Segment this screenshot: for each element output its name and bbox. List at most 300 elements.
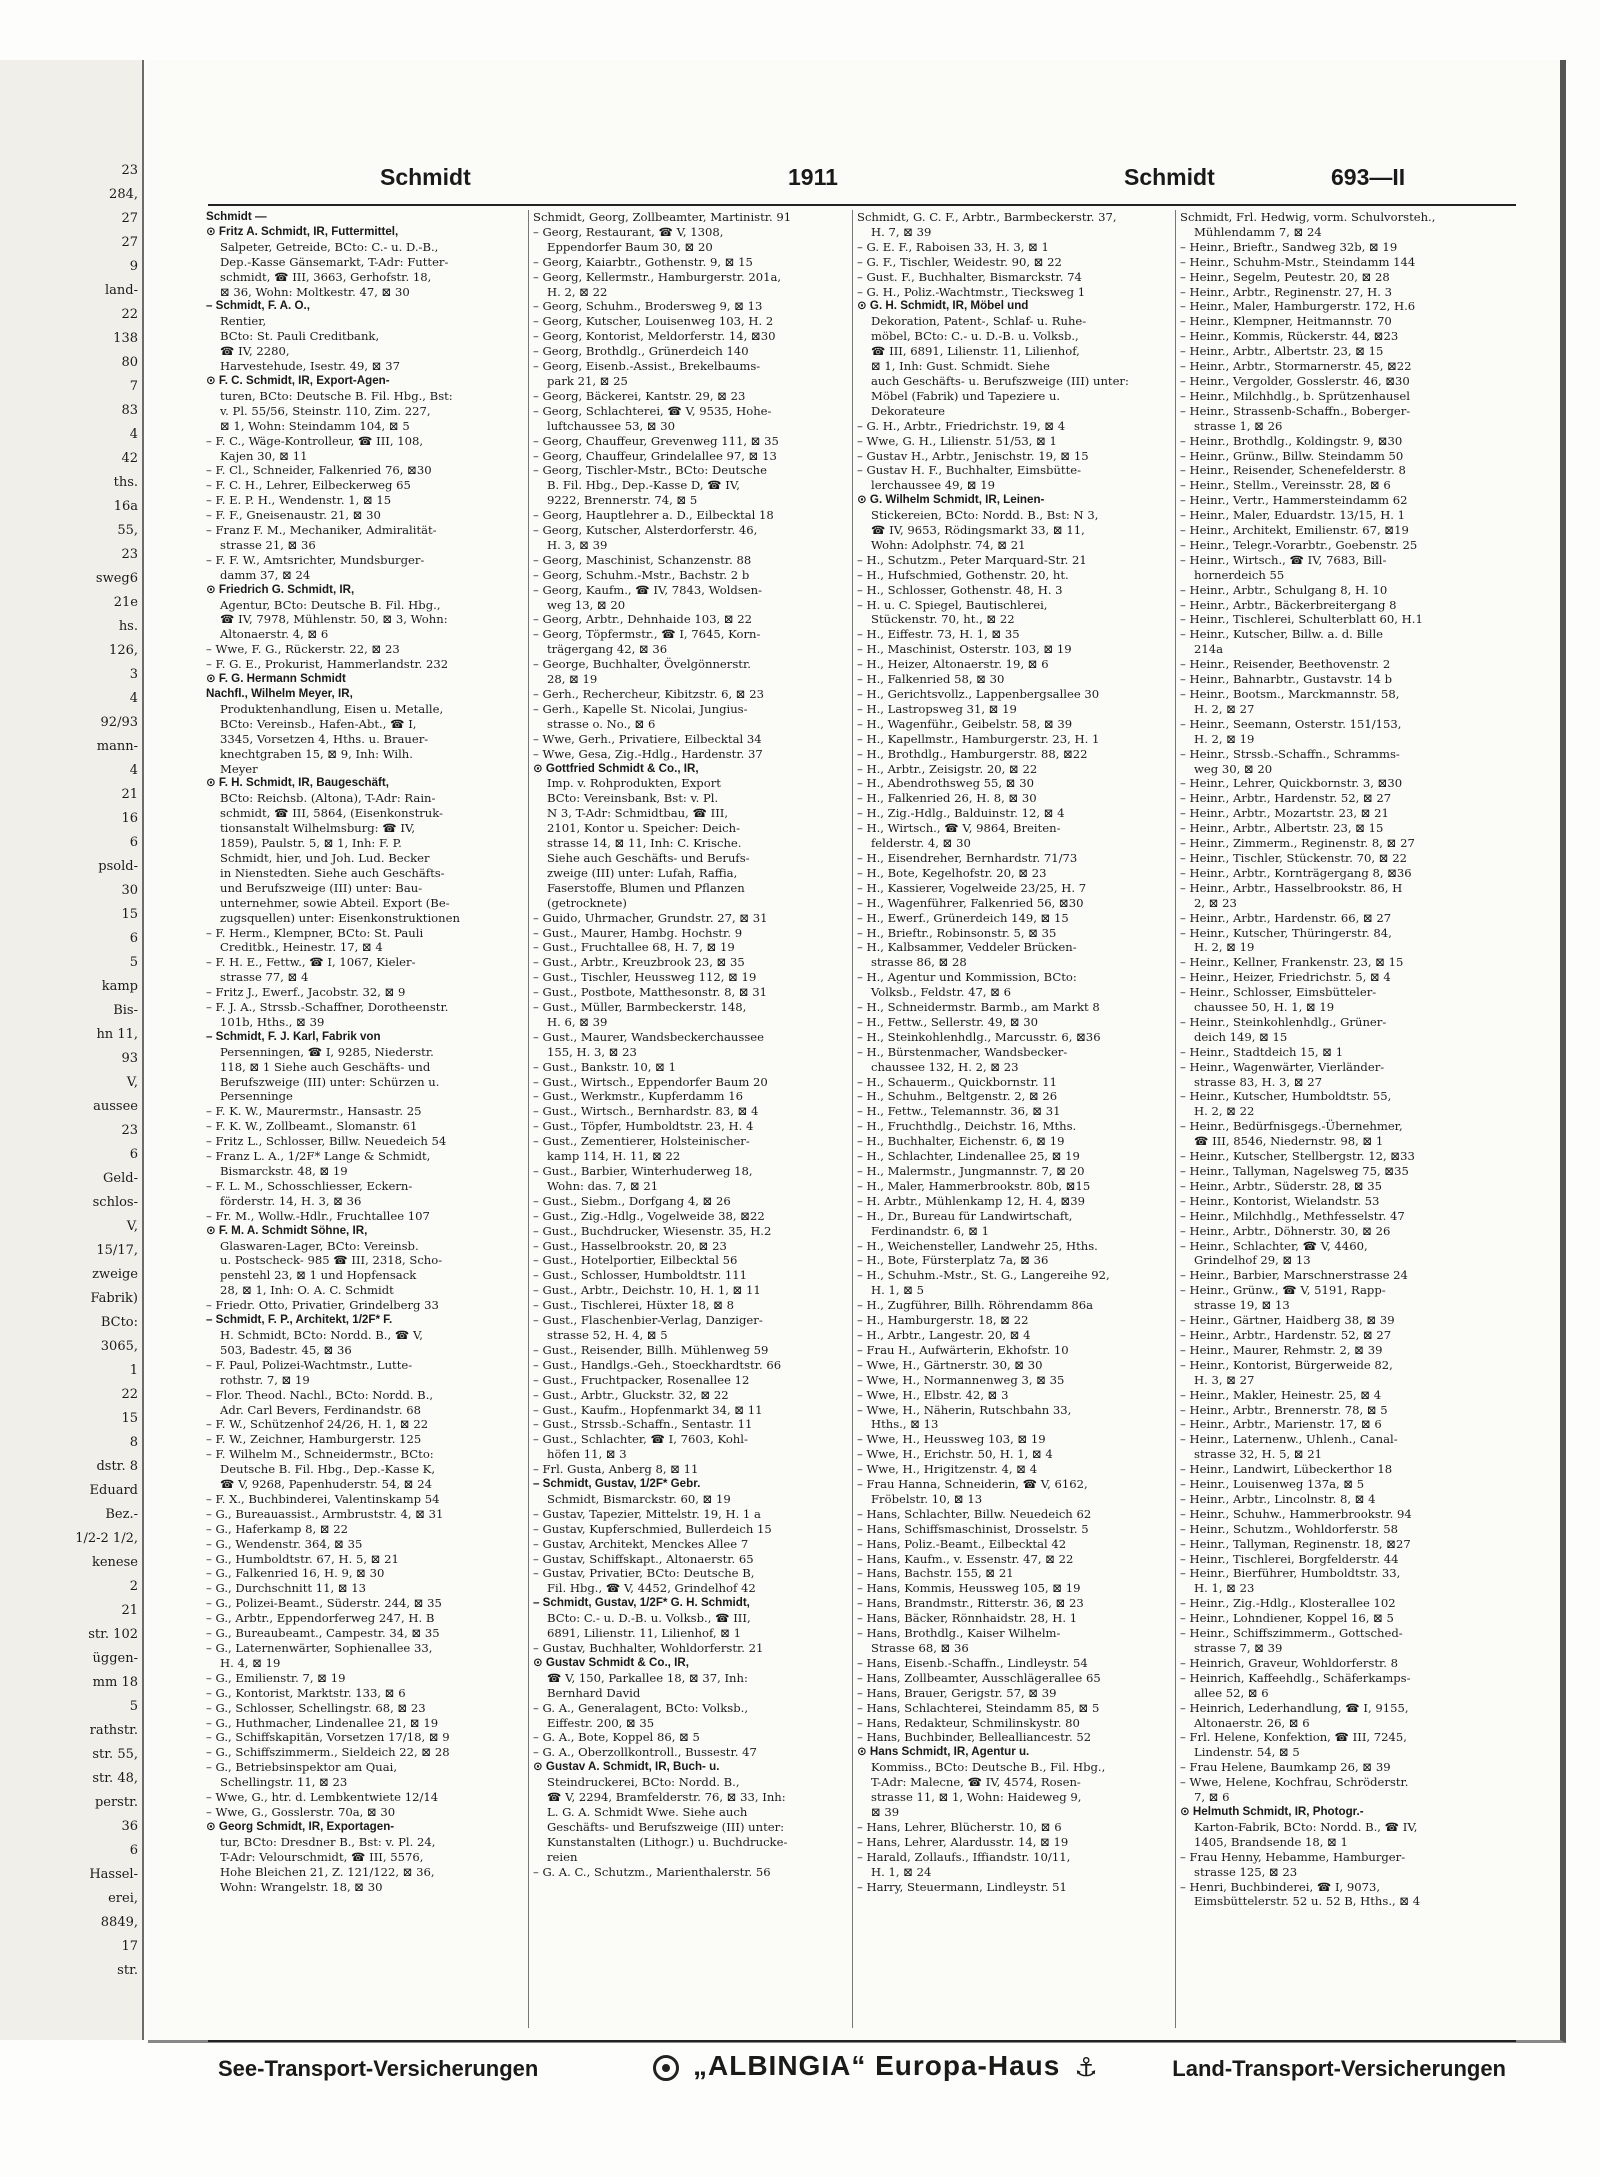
directory-line: – Heinr., Arbtr., Mozartstr. 23, ⊠ 21 [1180,806,1389,821]
directory-line: – Hans, Poliz.-Beamt., Eilbecktal 42 [857,1536,1067,1551]
directory-line: felderstr. 4, ⊠ 30 [871,836,971,851]
directory-line: Imp. v. Rohprodukten, Export [547,776,721,791]
edge-fragment: 7 [129,379,138,394]
directory-line: – Wwe, Gesa, Zig.-Hdlg., Hardenstr. 37 [533,746,763,761]
directory-line: – H., Arbtr., Zeisigstr. 20, ⊠ 22 [857,761,1038,776]
directory-line: – Gust., Zementierer, Holsteinischer- [533,1134,750,1149]
directory-line: zweige (III) unter: Lufah, Raffia, [547,865,738,880]
directory-line: – Gust., Maurer, Wandsbeckerchaussee [533,1029,764,1044]
directory-line: ⊠ 39 [871,1804,900,1819]
directory-line: ⊙ F. M. A. Schmidt Söhne, IR, [206,1223,368,1237]
directory-line: Hohe Bleichen 21, Z. 121/122, ⊠ 36, [220,1864,435,1879]
directory-line: – Gustav, Kupferschmied, Bullerdeich 15 [533,1521,772,1536]
directory-line: – Wwe, H., Hrigitzenstr. 4, ⊠ 4 [857,1462,1038,1477]
directory-line: 1405, Brandsende 18, ⊠ 1 [1194,1834,1348,1849]
directory-line: – Gust., Töpfer, Humboldtstr. 23, H. 4 [533,1119,754,1134]
directory-line: – H., Dr., Bureau für Landwirtschaft, [857,1208,1073,1223]
directory-line: Kunstanstalten (Lithogr.) u. Buchdrucke- [547,1834,788,1849]
directory-line: – Heinr., Tischlerei, Borgfelderstr. 44 [1180,1551,1399,1566]
directory-line: rothstr. 7, ⊠ 19 [220,1372,310,1387]
directory-line: strasse 7, ⊠ 39 [1194,1641,1283,1655]
directory-line: – Gust., Schlachter, ☎ I, 7603, Kohl- [533,1432,748,1447]
directory-line: tionsanstalt Wilhelmsburg: ☎ IV, [220,821,416,836]
directory-line: Möbel (Fabrik) und Tapeziere u. [871,388,1061,403]
directory-line: – Fritz J., Ewerf., Jacobstr. 32, ⊠ 9 [206,985,406,1000]
directory-line: Creditbk., Heinestr. 17, ⊠ 4 [220,940,383,955]
directory-line: – H., Brieftr., Robinsonstr. 5, ⊠ 35 [857,925,1057,940]
edge-fragment: str. 48, [92,1771,138,1786]
directory-line: Wohn: Wrangelstr. 18, ⊠ 30 [220,1879,383,1894]
directory-line: – Heinr., Reisender, Beethovenstr. 2 [1180,657,1391,672]
directory-line: – Gustav, Tapezier, Mittelstr. 19, H. 1 a [533,1506,761,1521]
directory-line: ⊙ G. Wilhelm Schmidt, IR, Leinen- [857,493,1045,507]
footer-right-text: Land-Transport-Versicherungen [1172,2056,1506,2081]
directory-line: H. 4, ⊠ 19 [220,1655,281,1670]
columns [206,210,1518,2028]
directory-line: – Gustav, Buchhalter, Wohldorferstr. 21 [533,1641,764,1655]
directory-line: hornerdeich 55 [1194,567,1285,582]
directory-line: – F. W., Schützenhof 24/26, H. 1, ⊠ 22 [206,1417,429,1432]
directory-line: – F. H. E., Fettw., ☎ I, 1067, Kieler- [206,955,416,970]
directory-line: – H., Bote, Fürsterplatz 7a, ⊠ 36 [857,1253,1049,1268]
directory-line: Wohn: das. 7, ⊠ 21 [547,1178,659,1193]
edge-fragment: 126, [109,643,138,658]
directory-line: – Heinr., Telegr.-Vorarbtr., Goebenstr. 25 [1180,537,1418,552]
directory-line: – Heinr., Schuhw., Hammerbrookstr. 94 [1180,1506,1412,1521]
edge-fragment: Geld- [103,1171,138,1186]
directory-line: – F. K. W., Maurermstr., Hansastr. 25 [206,1104,422,1119]
directory-line: – F. Paul, Polizei-Wachtmstr., Lutte- [206,1357,413,1372]
directory-line: Schmidt, Frl. Hedwig, vorm. Schulvorsteh., [1180,210,1436,224]
edge-fragment: psold- [98,859,138,874]
edge-fragment: 55, [117,523,138,538]
directory-line: – Heinr., Bedürfnisgegs.-Übernehmer, [1180,1119,1403,1134]
directory-line: ⊙ Gustav A. Schmidt, IR, Buch- u. [533,1760,720,1774]
directory-line: – Heinr., Laternenw., Uhlenh., Canal- [1180,1432,1398,1447]
edge-fragment: 42 [121,451,138,466]
adjacent-page-edge [0,60,144,2040]
directory-line: – H., Wagenführ., Geibelstr. 58, ⊠ 39 [857,716,1073,731]
directory-line: ☎ IV, 2280, [220,344,290,359]
directory-line: – F. X., Buchbinderei, Valentinskamp 54 [206,1491,440,1506]
edge-fragment: 27 [121,235,138,250]
directory-line: Dekorateure [871,403,946,418]
edge-fragment: 5 [129,955,138,970]
directory-line: – Heinr., Wagenwärter, Vierländer- [1180,1059,1385,1074]
edge-fragment: schlos- [92,1195,138,1210]
edge-fragment: dstr. 8 [96,1459,138,1474]
directory-line: H. 7, ⊠ 39 [871,224,932,239]
directory-line: strasse o. No., ⊠ 6 [547,716,656,731]
directory-line: – Heinr., Tallyman, Nagelsweg 75, ⊠35 [1180,1164,1409,1178]
directory-line: Stickereien, BCto: Nordd. B., Bst: N 3, [871,508,1099,523]
directory-line: – Schmidt, F. P., Architekt, 1/2F* F. [206,1313,393,1327]
directory-line: knechtgraben 15, ⊠ 9, Inh: Wilh. [220,746,413,761]
edge-fragment: 21e [113,595,138,610]
directory-line: Eppendorfer Baum 30, ⊠ 20 [547,239,713,254]
directory-line: – Georg, Arbtr., Dehnhaide 103, ⊠ 22 [533,612,753,627]
directory-line: – Heinr., Kutscher, Humboldtstr. 55, [1180,1089,1392,1104]
directory-line: strasse 14, ⊠ 11, Inh: C. Krische. [547,836,742,851]
directory-line: – Henri, Buchbinderei, ☎ I, 9073, [1180,1879,1381,1894]
edge-fragment: 9 [129,259,138,274]
directory-line: Kajen 30, ⊠ 11 [220,448,308,463]
directory-line: – H., Abendrothsweg 55, ⊠ 30 [857,776,1034,791]
directory-line: – Heinr., Schlosser, Eimsbütteler- [1180,985,1377,1000]
directory-line: H. 2, ⊠ 22 [547,284,608,299]
directory-line: ☎ V, 150, Parkallee 18, ⊠ 37, Inh: [547,1670,748,1685]
anchor-icon: ⚓ [1074,2052,1099,2083]
directory-line: – H., Ewerf., Grünerdeich 149, ⊠ 15 [857,910,1069,925]
directory-line: – H., Zig.-Hdlg., Balduinstr. 12, ⊠ 4 [857,806,1065,821]
directory-line: – Gust., Barbier, Winterhuderweg 18, [533,1164,753,1178]
directory-line: – Heinr., Arbtr., Hardenstr. 52, ⊠ 27 [1180,1327,1392,1342]
directory-line: – H., Kalbsammer, Veddeler Brücken- [857,940,1077,955]
directory-line: – Frau Helene, Baumkamp 26, ⊠ 39 [1180,1760,1391,1775]
directory-line: penstehl 23, ⊠ 1 und Hopfensack [220,1268,417,1283]
directory-line: strasse 32, H. 5, ⊠ 21 [1194,1447,1323,1462]
directory-line: – G., Falkenried 16, H. 9, ⊠ 30 [206,1566,385,1581]
directory-line: v. Pl. 55/56, Steinstr. 110, Zim. 227, [220,403,431,418]
directory-line: L. G. A. Schmidt Wwe. Siehe auch [547,1804,748,1819]
directory-line: – Wwe, H., Normannenweg 3, ⊠ 35 [857,1372,1065,1387]
directory-line: strasse 77, ⊠ 4 [220,970,309,985]
directory-line: Altonaerstr. 26, ⊠ 6 [1194,1715,1310,1730]
directory-line: Steindruckerei, BCto: Nordd. B., [547,1775,740,1790]
directory-line: – Wwe, G., htr. d. Lembkentwiete 12/14 [206,1790,439,1805]
directory-line: Eimsbüttelerstr. 52 u. 52 B, Hths., ⊠ 4 [1194,1894,1421,1909]
directory-line: – G. E. F., Raboisen 33, H. 3, ⊠ 1 [857,239,1049,254]
directory-line: (getrocknete) [547,895,627,910]
directory-line: – Heinr., Tischlerei, Schulterblatt 60, H.1 [1180,612,1423,627]
directory-line: – H., Lastropsweg 31, ⊠ 19 [857,701,1017,716]
directory-line: – Georg, Restaurant, ☎ V, 1308, [533,224,724,239]
directory-line: strasse 125, ⊠ 23 [1194,1864,1298,1879]
directory-line: Adr. Carl Bevers, Ferdinandstr. 68 [220,1402,422,1417]
edge-fragment: 4 [129,763,138,778]
directory-line: – Georg, Kutscher, Alsterdorferstr. 46, [533,523,758,538]
directory-line: – H., Falkenried 58, ⊠ 30 [857,672,1005,687]
directory-line: – Georg, Chauffeur, Grevenweg 111, ⊠ 35 [533,433,779,448]
directory-line: – Gust., Tischlerei, Hüxter 18, ⊠ 8 [533,1298,735,1313]
directory-line: – Heinr., Wirtsch., ☎ IV, 7683, Bill- [1180,552,1387,567]
directory-line: – H., Schuhm., Beltgenstr. 2, ⊠ 26 [857,1089,1058,1104]
directory-line: H. 2, ⊠ 22 [1194,1104,1255,1119]
directory-line: H. 2, ⊠ 19 [1194,940,1255,955]
directory-line: – Heinr., Zig.-Hdlg., Klosterallee 102 [1180,1596,1396,1611]
directory-line: Fil. Hbg., ☎ V, 4452, Grindelhof 42 [547,1581,756,1596]
directory-line: – Heinr., Milchhdlg., Methfesselstr. 47 [1180,1208,1405,1223]
directory-line: – Heinr., Kommis, Rückerstr. 44, ⊠23 [1180,329,1399,344]
directory-line: H. 6, ⊠ 39 [547,1014,608,1029]
directory-line: 2101, Kontor u. Speicher: Deich- [547,821,741,836]
directory-line: – Heinr., Schlachter, ☎ V, 4460, [1180,1238,1368,1253]
directory-line: Deutsche B. Fil. Hbg., Dep.-Kasse K, [220,1462,436,1477]
directory-line: – Hans, Lehrer, Blücherstr. 10, ⊠ 6 [857,1819,1062,1834]
directory-line: – F. C., Wäge-Kontrolleur, ☎ III, 108, [206,433,424,448]
directory-line: – Heinr., Kontorist, Bürgerweide 82, [1180,1357,1393,1372]
directory-line: – F. Cl., Schneider, Falkenried 76, ⊠30 [206,463,432,478]
column-2 [528,210,851,2028]
directory-line: – Heinr., Landwirt, Lübeckerthor 18 [1180,1462,1393,1477]
directory-line: ⊠ 1, Inh: Gust. Schmidt. Siehe [871,359,1050,374]
directory-line: – G., Betriebsinspektor am Quai, [206,1760,398,1775]
directory-line: Harvestehude, Isestr. 49, ⊠ 37 [220,359,400,374]
directory-line: – Guido, Uhrmacher, Grundstr. 27, ⊠ 31 [533,910,768,925]
directory-line: – Hans, Kommis, Heussweg 105, ⊠ 19 [857,1581,1081,1596]
edge-fragment: rathstr. [89,1723,138,1738]
directory-line: – G. A. C., Schutzm., Marienthalerstr. 56 [533,1864,771,1879]
directory-line: – Gust., Zig.-Hdlg., Vogelweide 38, ⊠22 [533,1208,765,1223]
directory-line: ☎ III, 6891, Lilienstr. 11, Lilienhof, [871,344,1080,359]
edge-fragment: 92/93 [100,715,138,730]
directory-line: in Nienstedten. Siehe auch Geschäfts- [220,865,445,880]
directory-line: – Heinr., Makler, Heinestr. 25, ⊠ 4 [1180,1387,1382,1402]
directory-line: ☎ V, 9268, Papenhuderstr. 54, ⊠ 24 [220,1477,432,1492]
directory-line: weg 13, ⊠ 20 [547,597,626,612]
directory-line: – Gerh., Rechercheur, Kibitzstr. 6, ⊠ 23 [533,687,764,701]
directory-line: – H., Hufschmied, Gothenstr. 20, ht. [857,567,1069,582]
directory-line: – Heinr., Arbtr., Stormarnerstr. 45, ⊠22 [1180,359,1412,374]
directory-line: – G. F., Tischler, Weidestr. 90, ⊠ 22 [857,254,1062,269]
directory-line: – Frau Henny, Hebamme, Hamburger- [1180,1849,1406,1864]
edge-fragment: 6 [129,1147,138,1162]
directory-line: – G. A., Oberzollkontroll., Bussestr. 47 [533,1745,757,1760]
directory-line: – Heinr., Lohndiener, Koppel 16, ⊠ 5 [1180,1611,1394,1626]
directory-line: Dep.-Kasse Gänsemarkt, T-Adr: Futter- [220,254,449,269]
directory-line: trägergang 42, ⊠ 36 [547,642,668,657]
directory-line: – F. G. E., Prokurist, Hammerlandstr. 232 [206,657,449,672]
directory-line: – Wwe, H., Heussweg 103, ⊠ 19 [857,1432,1046,1447]
directory-line: Agentur, BCto: Deutsche B. Fil. Hbg., [220,597,441,612]
directory-line: – Wwe, H., Gärtnerstr. 30, ⊠ 30 [857,1357,1043,1372]
directory-line: – Heinr., Arbtr., Albertstr. 23, ⊠ 15 [1180,344,1384,359]
directory-line: – Hans, Bachstr. 155, ⊠ 21 [857,1566,1014,1581]
directory-line: – Frl. Helene, Konfektion, ☎ III, 7245, [1180,1730,1407,1745]
directory-line: Bismarckstr. 48, ⊠ 19 [220,1164,348,1178]
directory-line: ⊙ Gottfried Schmidt & Co., IR, [533,761,699,775]
directory-line: H. 2, ⊠ 27 [1194,701,1255,716]
directory-page [148,60,1566,2083]
directory-line: – Heinr., Stadtdeich 15, ⊠ 1 [1180,1044,1344,1059]
directory-line: – G., Schlosser, Schellingstr. 68, ⊠ 23 [206,1700,426,1715]
directory-line: Wohn: Adolphstr. 74, ⊠ 21 [871,537,1026,552]
footer-left-text: See-Transport-Versicherungen [218,2056,539,2081]
directory-line: – H., Zugführer, Billh. Röhrendamm 86a [857,1298,1094,1313]
directory-line: – Frau Hanna, Schneiderin, ☎ V, 6162, [857,1477,1088,1492]
directory-line: chaussee 50, H. 1, ⊠ 19 [1194,1000,1335,1015]
directory-line: BCto: St. Pauli Creditbank, [220,329,380,344]
directory-line: ⊙ Helmuth Schmidt, IR, Photogr.- [1180,1804,1364,1818]
directory-line: – Hans, Brandmstr., Ritterstr. 36, ⊠ 23 [857,1596,1084,1611]
directory-line: – H., Schlosser, Gothenstr. 48, H. 3 [857,582,1063,597]
directory-line: unternehmer, sowie Abteil. Export (Be- [220,895,450,910]
directory-line: – Hans, Redakteur, Schmilinskystr. 80 [857,1715,1080,1730]
directory-line: – Gust., Werkmstr., Kupferdamm 16 [533,1089,743,1104]
directory-line: 503, Badestr. 45, ⊠ 36 [220,1342,352,1357]
directory-line: – Gust., Fruchtpacker, Rosenallee 12 [533,1372,750,1387]
directory-line: – Georg, Brothdlg., Grünerdeich 140 [533,344,749,359]
directory-line: – Gust., Hasselbrookstr. 20, ⊠ 23 [533,1238,727,1253]
edge-fragment: 138 [113,331,138,346]
directory-line: Strasse 68, ⊠ 36 [871,1641,969,1655]
edge-fragment: 15 [121,907,138,922]
directory-line: – Heinr., Arbtr., Albertstr. 23, ⊠ 15 [1180,821,1384,836]
directory-line: Berufszweige (III) unter: Schürzen u. [220,1074,440,1089]
directory-line: Grindelhof 29, ⊠ 13 [1194,1253,1311,1268]
directory-line: – Georg, Kaufm., ☎ IV, 7843, Woldsen- [533,582,763,597]
directory-line: – H., Arbtr., Langestr. 20, ⊠ 4 [857,1327,1031,1342]
edge-fragment: mm 18 [92,1675,138,1690]
seal-icon [653,2055,679,2081]
directory-line: park 21, ⊠ 25 [547,373,628,388]
directory-line: strasse 1, ⊠ 26 [1194,418,1283,433]
directory-line: Faserstoffe, Blumen und Pflanzen [547,880,745,895]
directory-line: – Heinr., Arbtr., Döhnerstr. 30, ⊠ 26 [1180,1223,1391,1238]
directory-line: – Georg, Eisenb.-Assist., Brekelbaums- [533,359,761,374]
directory-line: Bernhard David [547,1685,641,1700]
edge-fragment: 6 [129,1843,138,1858]
directory-line: – G., Haferkamp 8, ⊠ 22 [206,1521,349,1536]
directory-line: förderstr. 14, H. 3, ⊠ 36 [220,1193,362,1208]
directory-line: ☎ IV, 9653, Rödingsmarkt 33, ⊠ 11, [871,523,1085,538]
directory-line: – Heinr., Maler, Eduardstr. 13/15, H. 1 [1180,508,1406,523]
directory-line: H. 1, ⊠ 23 [1194,1581,1255,1596]
edge-fragment: 30 [121,883,138,898]
directory-line: – Heinr., Kutscher, Stellbergstr. 12, ⊠33 [1180,1149,1415,1164]
directory-line: – Heinr., Arbtr., Schulgang 8, H. 10 [1180,582,1388,597]
directory-line: – Gerh., Kapelle St. Nicolai, Jungius- [533,701,748,716]
directory-line: – Harald, Zollaufs., Iffiandstr. 10/11, [857,1849,1071,1864]
directory-line: – H., Heizer, Altonaerstr. 19, ⊠ 6 [857,657,1049,672]
edge-fragment: Bis- [113,1003,138,1018]
directory-line: ⊙ Gustav Schmidt & Co., IR, [533,1655,689,1669]
edge-fragment: Fabrik) [90,1291,138,1306]
directory-line: – Gust., Bankstr. 10, ⊠ 1 [533,1059,676,1074]
directory-line: – F. W., Zeichner, Hamburgerstr. 125 [206,1432,422,1447]
directory-line: – Heinr., Milchhdlg., b. Sprützenhausel [1180,388,1410,403]
directory-line: ⊠ 36, Wohn: Moltkestr. 47, ⊠ 30 [220,284,410,299]
directory-line: H. 2, ⊠ 19 [1194,731,1255,746]
edge-fragment: Eduard [89,1483,138,1498]
directory-line: – Frau H., Aufwärterin, Ekhofstr. 10 [857,1342,1069,1357]
edge-fragment: kamp [101,979,138,994]
directory-line: – H. Arbtr., Mühlenkamp 12, H. 4, ⊠39 [857,1193,1085,1208]
directory-line: strasse 86, ⊠ 28 [871,955,967,970]
edge-fragment: üggen- [92,1651,138,1666]
directory-line: 9222, Brennerstr. 74, ⊠ 5 [547,493,698,508]
directory-line: – Georg, Kaiarbtr., Gothenstr. 9, ⊠ 15 [533,254,753,269]
directory-line: 6891, Lilienstr. 11, Lilienhof, ⊠ 1 [547,1626,742,1641]
edge-fragment: 21 [121,1603,138,1618]
directory-line: – Heinr., Vergolder, Gosslerstr. 46, ⊠30 [1180,373,1410,388]
directory-line: – Heinr., Louisenweg 137a, ⊠ 5 [1180,1477,1365,1492]
edge-fragment: 93 [121,1051,138,1066]
directory-line: – Gust., Flaschenbier-Verlag, Danziger- [533,1313,763,1328]
directory-line: luftchaussee 53, ⊠ 30 [547,418,676,433]
directory-line: 101b, Hths., ⊠ 39 [220,1014,325,1029]
directory-line: – G., Emilienstr. 7, ⊠ 19 [206,1670,346,1685]
directory-line: H. Schmidt, BCto: Nordd. B., ☎ V, [220,1327,423,1342]
directory-line: – Hans, Schiffsmaschinist, Drosselstr. 5 [857,1521,1089,1536]
directory-line: – Heinr., Strassenb-Schaffn., Boberger- [1180,403,1411,418]
directory-line: – Gustav H. F., Buchhalter, Eimsbütte- [857,463,1082,478]
directory-line: – H., Agentur und Kommission, BCto: [857,970,1077,985]
directory-line: Lindenstr. 54, ⊠ 5 [1194,1745,1300,1760]
directory-line: – Wwe, H., Elbstr. 42, ⊠ 3 [857,1387,1009,1402]
directory-line: – Heinr., Stellm., Vereinsstr. 28, ⊠ 6 [1180,478,1391,493]
edge-fragment: 1 [129,1363,138,1378]
directory-line: – Heinr., Arbtr., Hardenstr. 66, ⊠ 27 [1180,910,1392,925]
directory-line: – Heinr., Tischler, Stückenstr. 70, ⊠ 22 [1180,850,1407,865]
directory-line: schmidt, ☎ III, 5864, (Eisenkonstruk- [220,806,443,821]
directory-line: auch Geschäfts- u. Berufszweige (III) unter: [871,373,1129,388]
directory-line: chaussee 132, H. 2, ⊠ 23 [871,1059,1019,1074]
directory-line: – Heinr., Barbier, Marschnerstrasse 24 [1180,1268,1408,1283]
directory-line: Glaswaren-Lager, BCto: Vereinsb. [220,1238,419,1253]
directory-line: 28, ⊠ 19 [547,672,598,687]
directory-line: Dekoration, Patent-, Schlaf- u. Ruhe- [871,314,1087,329]
directory-line: – Georg, Kutscher, Louisenweg 103, H. 2 [533,314,774,329]
directory-line: – Schmidt, Gustav, 1/2F* G. H. Schmidt, [533,1596,750,1610]
directory-line: 214a [1194,642,1224,657]
directory-line: – Heinr., Arbtr., Reginenstr. 27, H. 3 [1180,284,1393,299]
directory-line: – Schmidt, F. J. Karl, Fabrik von [206,1029,381,1043]
directory-line: – F. E. P. H., Wendenstr. 1, ⊠ 15 [206,493,392,508]
edge-fragment: perstr. [94,1795,138,1810]
directory-line: Persenningen, ☎ I, 9285, Niederstr. [220,1044,434,1059]
directory-line: – Fritz L., Schlosser, Billw. Neuedeich 54 [206,1134,447,1149]
directory-line: – Wwe, H., Erichstr. 50, H. 1, ⊠ 4 [857,1447,1053,1462]
directory-line: Kommiss., BCto: Deutsche B., Fil. Hbg., [871,1760,1106,1775]
directory-line: H. 1, ⊠ 5 [871,1283,925,1298]
edge-fragment: 3065, [100,1339,138,1354]
directory-line: – H., Weichensteller, Landwehr 25, Hths. [857,1238,1098,1253]
edge-fragment: 21 [121,787,138,802]
directory-line: – Gust., Arbtr., Deichstr. 10, H. 1, ⊠ 11 [533,1283,761,1298]
directory-line: – Wwe, Gerh., Privatiere, Eilbecktal 34 [533,731,762,746]
directory-line: – Hans, Eisenb.-Schaffn., Lindleystr. 54 [857,1655,1088,1670]
directory-line: – F. J. A., Strssb.-Schaffner, Dorotheenstr. [206,1000,449,1015]
directory-line: – H., Fettw., Sellerstr. 49, ⊠ 30 [857,1014,1038,1029]
directory-line: – Heinr., Kutscher, Thüringerstr. 84, [1180,925,1392,940]
directory-line: H. 3, ⊠ 39 [547,537,608,552]
directory-line: – H., Maschinist, Osterstr. 103, ⊠ 19 [857,642,1072,657]
edge-fragment: 284, [109,187,138,202]
directory-line: – G., Bureaubeamt., Campestr. 34, ⊠ 35 [206,1626,440,1641]
directory-line: – Frl. Gusta, Anberg 8, ⊠ 11 [533,1462,699,1477]
directory-line: – Georg, Schuhm.-Mstr., Bachstr. 2 b [533,567,750,582]
edge-fragment: Bez.- [105,1507,138,1522]
edge-fragment: 23 [121,1123,138,1138]
directory-line: strasse 21, ⊠ 36 [220,537,316,552]
directory-line: – Heinrich, Lederhandlung, ☎ I, 9155, [1180,1700,1409,1715]
directory-line: – Hans, Zollbeamter, Ausschlägerallee 65 [857,1670,1101,1685]
directory-line: – Flor. Theod. Nachl., BCto: Nordd. B., [206,1387,434,1402]
directory-line: – Heinr., Reisender, Schenefelderstr. 8 [1180,463,1406,478]
directory-line: – Heinr., Zimmerm., Reginenstr. 8, ⊠ 27 [1180,836,1415,851]
header-rule [208,204,1516,206]
directory-line: – Gustav H., Arbtr., Jenischstr. 19, ⊠ 15 [857,448,1089,463]
directory-line: ⊙ Hans Schmidt, IR, Agentur u. [857,1745,1030,1759]
directory-line: ⊠ 1, Wohn: Steindamm 104, ⊠ 5 [220,418,410,433]
directory-line: Siehe auch Geschäfts- und Berufs- [547,850,750,865]
directory-line: Schellingstr. 11, ⊠ 23 [220,1775,348,1790]
directory-line: lerchaussee 49, ⊠ 19 [871,478,996,493]
directory-line: – Heinr., Arbtr., Süderstr. 28, ⊠ 35 [1180,1178,1383,1193]
directory-line: – H., Wirtsch., ☎ V, 9864, Breiten- [857,821,1061,836]
directory-line: Mühlendamm 7, ⊠ 24 [1194,224,1322,239]
